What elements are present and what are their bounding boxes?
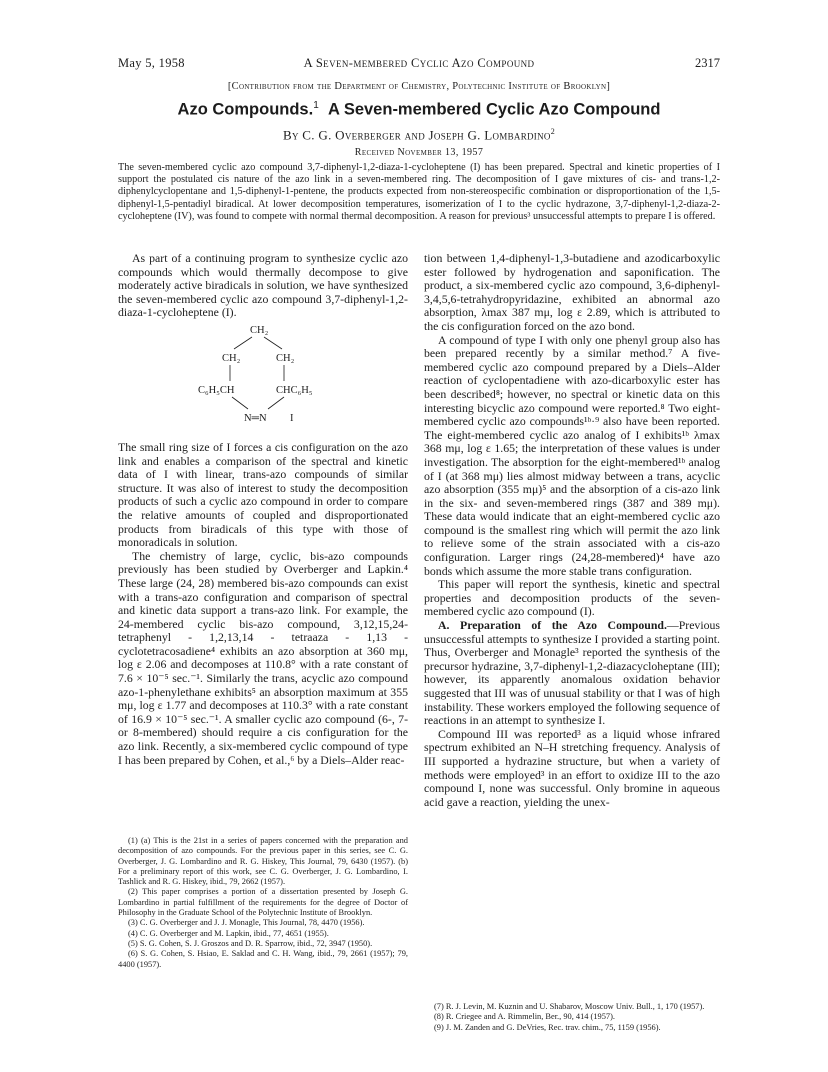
section-heading-A: A. Preparation of the Azo Compound. [438, 618, 667, 633]
header-page-number: 2317 [695, 56, 720, 70]
column-left [118, 252, 408, 767]
title-part-2: A Seven-membered Cyclic Azo Compound [327, 100, 661, 119]
column-right [424, 252, 720, 809]
header-date: May 5, 1958 [118, 56, 185, 70]
struct-right-chph: CHC₆H₅ [276, 384, 313, 396]
paragraph-diels-alder: tion between 1,4-diphenyl-1,3-butadiene and azodicarboxylic ester followed by hydrogenation and saponification. The product, a six-membered cyclic azo compound, 3,6-diphenyl-3,4,5,6-tetrahydropyridazine, exhibited an abnormal azo absorption, λmax 387 mμ, log ε 2.89, which is attributed to the cis configuration forced on the azo bond. [424, 251, 720, 333]
authors-footnote-mark: 2 [550, 127, 556, 136]
preparation-text: —Previous unsuccessful attempts to synthesize I provided a starting point. Thus, Overberger and Monagle³ reported the synthesis of the precursor hydrazine, 3,7-diphenyl-1,2-diazacycloheptane (III); however, its apparently anomalous oxidation behavior suggested that III was of unusual stability or that I was of high instability. These workers employed the following sequence of reactions in an attempt to synthesize I. [424, 618, 720, 728]
footnote-2: (2) This paper comprises a portion of a dissertation presented by Joseph G. Lombardino in partial fulfillment of the requirements for the degree of Doctor of Philosophy in the Graduate School of the Polytechnic Institute of Brooklyn. [118, 887, 408, 918]
contribution-line: [Contribution from the Department of Chemistry, Polytechnic Institute of Brooklyn] [227, 81, 611, 92]
abstract: The seven-membered cyclic azo compound 3,7-diphenyl-1,2-diaza-1-cycloheptene (I) has been prepared. Spectral and kinetic properties of I support the postulated cis nature of the azo link in a seven-membered ring. The decomposition of I gave mixtures of cis- and trans-1,2-diphenylcyclopentane and 1,5-diphenyl-1-pentene, the products expected from non-stereospecific combination or disproportionation of the 1,5-diphenyl-1,5-pentadiyl biradical. At lower decomposition temperatures, isomerization of I to the cyclic hydrazone, 3,7-diphenyl-1,2-diaza-2-cycloheptene (IV), was found to compete with normal thermal decomposition. A reason for previous³ unsuccessful attempts to prepare I is offered. [118, 162, 720, 222]
bond-right-to-n [268, 397, 284, 409]
paragraph-bis-azo: The chemistry of large, cyclic, bis-azo compounds previously has been studied by Overberger and Lapkin.⁴ These large (24, 28) membered bis-azo compounds can exist with a trans-azo configuration and comparison of spectral and kinetic data support a trans-azo link. For example, the 24-membered cyclic bis-azo compound, 3,12,15,24-tetraphenyl - 1,2,13,14 - tetraaza - 1,13 - cyclotetracosadiene⁴ exhibits an azo absorption at 360 mμ, log ε 2.06 and decomposes at 110.8° with a rate constant of 7.6 × 10⁻⁵ sec.⁻¹. Similarly the trans, acyclic azo compound azo-1-phenylethane exhibits⁵ an absorption maximum at 355 mμ, log ε 1.77 and decomposes at 110.3° with a rate constant of 16.9 × 10⁻⁵ sec.⁻¹. A smaller cyclic azo compound (6-, 7- or 8-membered) should require a cis configuration for the azo link. Recently, a six-membered cyclic compound of type I has been prepared by Cohen, et al.,⁶ by a Diels–Alder reac- [118, 548, 408, 767]
footnote-9: (9) J. M. Zanden and G. DeVries, Rec. trav. chim., 75, 1159 (1956). [434, 1022, 661, 1032]
struct-left-chph: C₆H₅CH [198, 384, 235, 396]
header-running-title: A Seven-membered Cyclic Azo Compound [303, 56, 535, 70]
struct-top-ch2: CH₂ [250, 324, 269, 336]
footnote-1: (1) (a) This is the 21st in a series of papers concerned with the preparation and decomposition of azo compounds. For the previous paper in this series, see C. G. Overberger, J. G. Lombardino and R. G. Hiskey, This Journal, 79, 6430 (1957). (b) For a preliminary report of this work, see C. G. Overberger, J. G. Lombardino, I. Tashlick and R. G. Hiskey, ibid., 79, 2662 (1957). [118, 836, 408, 887]
footnote-6: (6) S. G. Cohen, S. Hsiao, E. Saklad and C. H. Wang, ibid., 79, 2661 (1957); 79, 4400 (1957). [118, 949, 408, 969]
struct-left-ch2: CH₂ [222, 352, 241, 364]
paragraph-type-I: A compound of type I with only one phenyl group also has been prepared recently by a similar method.⁷ A five-membered cyclic azo compound prepared by a Diels–Alder reaction of cyclopentadiene with azo-dicarboxylic ester has been described⁸; however, no spectral or kinetic data on this interesting bicyclic azo compound were reported.⁸ Two eight-membered cyclic azo compounds¹ᵇ·⁹ also have been reported. The eight-membered cyclic azo analog of I exhibits¹ᵇ λmax 368 mμ, log ε 1.65; the interpretation of these values is under investigation. The absorption for the eight-membered¹ᵇ analog of I (at 368 mμ) lies almost midway between a trans, acyclic azo absorption (355 mμ)⁵ and the absorption of a cis-azo link in the six- and seven-membered rings (387 and 389 mμ). These data would indicate that an eight-membered cyclic azo compound is the smallest ring which will permit the azo link to relieve some of the strain associated with a cis-azo configuration. Larger rings (24,28-membered)⁴ have azo bonds which assume the more stable trans configuration. [424, 332, 720, 578]
footnote-5: (5) S. G. Cohen, S. J. Groszos and D. R. Sparrow, ibid., 72, 3947 (1950). [128, 938, 373, 948]
paragraph-small-ring: The small ring size of I forces a cis configuration on the azo link and enables a comparison of the spectral and kinetic data of I with linear, trans-azo compounds of similar structure. It was also of interest to study the decomposition products of such a cyclic azo compound in order to compare the relative amounts of coupled and disproportionated products from biradicals of this type with those of monoradicals in solution. [118, 439, 408, 550]
structure-svg [198, 321, 348, 441]
footnotes-right [424, 1002, 720, 1033]
title-part-1: Azo Compounds. [177, 100, 314, 119]
paragraph-this-paper: This paper will report the synthesis, kinetic and spectral properties and decomposition products of the seven-membered cyclic azo compound (I). [424, 577, 720, 619]
footnote-8: (8) R. Criegee and A. Rimmelin, Ber., 90, 414 (1957). [434, 1012, 615, 1022]
title-footnote-mark: 1 [313, 100, 319, 111]
footnote-3: (3) C. G. Overberger and J. J. Monagle, This Journal, 78, 4470 (1956). [128, 918, 365, 928]
struct-right-ch2: CH₂ [276, 352, 295, 364]
footnote-7: (7) R. J. Levin, M. Kuznin and U. Shabarov, Moscow Univ. Bull., 1, 170 (1957). [434, 1002, 705, 1011]
received-date: Received November 13, 1957 [354, 147, 484, 158]
bond-top-right [264, 337, 282, 349]
paragraph-intro: As part of a continuing program to synthesize cyclic azo compounds which would thermally decompose to give moderately active biradicals in solution, we have synthesized the seven-membered cyclic azo compound 3,7-diphenyl-1,2-diaza-1-cycloheptene (I). [118, 251, 408, 320]
structure-diagram-I [118, 321, 408, 441]
paragraph-preparation [424, 619, 720, 728]
authors-text: By C. G. Overberger and Joseph G. Lombardino [282, 127, 551, 143]
running-header [118, 56, 720, 72]
article-title [118, 100, 720, 120]
struct-azo: N═N [244, 412, 267, 424]
footnotes-left [118, 836, 408, 970]
paragraph-compound-III: Compound III was reported³ as a liquid whose infrared spectrum exhibited an N–H stretching frequency. Analysis of III supported a hydrazine structure, but when a variety of methods were employed³ in an effort to oxidize III to the azo compound I, none was successful. Only bromine in aqueous acid gave a reaction, yielding the unex- [424, 726, 720, 809]
bond-top-left [234, 337, 252, 349]
struct-label: I [290, 412, 294, 424]
bond-left-to-n [232, 397, 248, 409]
authors-line [118, 127, 720, 143]
footnote-4: (4) C. G. Overberger and M. Lapkin, ibid., 77, 4651 (1955). [128, 928, 329, 938]
